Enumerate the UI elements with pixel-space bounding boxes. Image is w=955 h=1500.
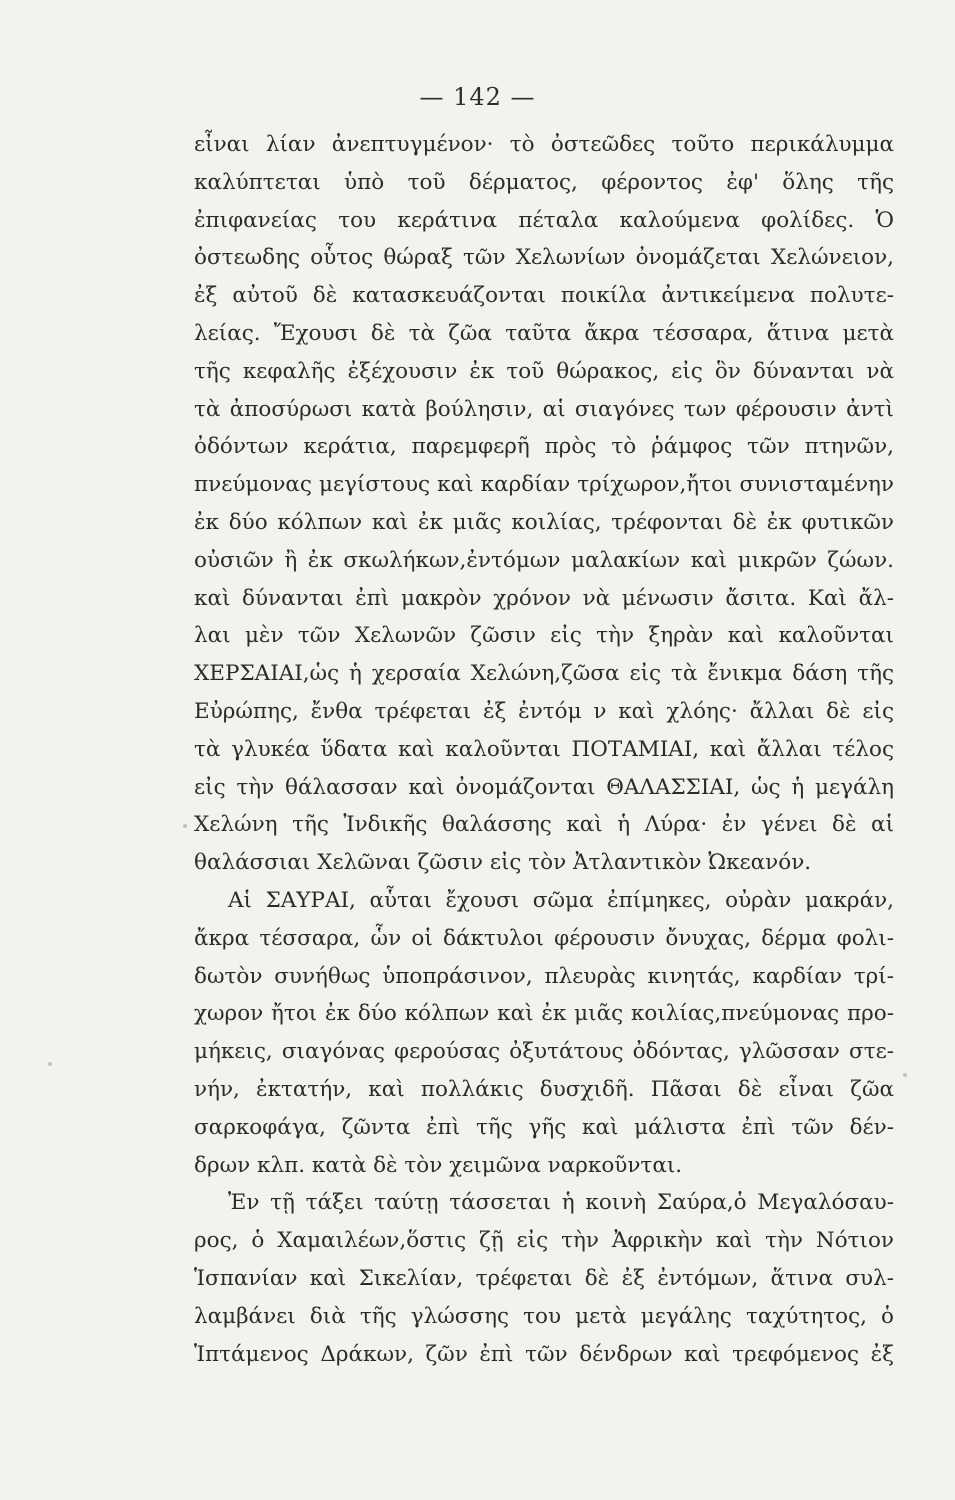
text-line: ἐξ αὐτοῦ δὲ κατασκευάζονται ποικίλα ἀντικείμενα πολυτε- [194, 283, 894, 309]
text-line: ὀδόντων κεράτια, παρεμφερῆ πρὸς τὸ ῥάμφος τῶν πτηνῶν, [194, 434, 894, 460]
text-line: εἶναι λίαν ἀνεπτυγμένον· τὸ ὀστεῶδες τοῦτο περικάλυμμα [194, 132, 894, 157]
text-line: Ἱπτάμενος Δράκων, ζῶν ἐπὶ τῶν δένδρων καὶ τρεφόμενος ἐξ [194, 1341, 894, 1367]
text-line: σαρκοφάγα, ζῶντα ἐπὶ τῆς γῆς καὶ μάλιστα ἐπὶ τῶν δέν- [194, 1114, 894, 1140]
text-line: λαι μὲν τῶν Χελωνῶν ζῶσιν εἰς τὴν ξηρὰν καὶ καλοῦνται [194, 623, 894, 649]
text-line: ἐπιφανείας του κεράτινα πέταλα καλούμενα φολίδες. Ὁ [194, 207, 894, 233]
text-line: μήκεις, σιαγόνας φερούσας ὀξυτάτους ὀδόντας, γλῶσσαν στε- [194, 1039, 894, 1065]
text-line: δρων κλπ. κατὰ δὲ τὸν χειμῶνα ναρκοῦνται. [194, 1152, 683, 1178]
text-line: ἄκρα τέσσαρα, ὧν οἱ δάκτυλοι φέρουσιν ὄνυχας, δέρμα φολι- [194, 925, 894, 951]
text-line: νήν, ἐκτατήν, καὶ πολλάκις δυσχιδῆ. Πᾶσαι δὲ εἶναι ζῶα [194, 1076, 894, 1102]
text-line: χωρον ἤτοι ἐκ δύο κόλπων καὶ ἐκ μιᾶς κοιλίας,πνεύμονας προ- [194, 1001, 894, 1027]
text-line: Χελώνη τῆς Ἰνδικῆς θαλάσσης καὶ ἡ Λύρα· ἐν γένει δὲ αἱ [194, 812, 894, 838]
paper-speck [903, 1073, 907, 1077]
text-line: τῆς κεφαλῆς ἐξέχουσιν ἐκ τοῦ θώρακος, εἰς ὃν δύνανται νὰ [194, 358, 894, 384]
text-line: καὶ δύνανται ἐπὶ μακρὸν χρόνον νὰ μένωσιν ἄσιτα. Καὶ ἄλ- [194, 585, 894, 611]
text-line: ΧΕΡΣΑΙΑΙ,ὡς ἡ χερσαία Χελώνη,ζῶσα εἰς τὰ ἔνικμα δάση τῆς [194, 661, 894, 687]
text-line: εἰς τὴν θάλασσαν καὶ ὀνομάζονται ΘΑΛΑΣΣΙΑΙ, ὡς ἡ μεγάλη [194, 774, 894, 800]
text-line: δωτὸν συνήθως ὑποπράσινον, πλευρὰς κινητάς, καρδίαν τρί- [194, 963, 894, 989]
text-line: πνεύμονας μεγίστους καὶ καρδίαν τρίχωρον,ἤτοι συνισταμένην [194, 472, 894, 498]
body-text [194, 126, 894, 1373]
text-line: Ἱσπανίαν καὶ Σικελίαν, τρέφεται δὲ ἐξ ἐντόμων, ἅτινα συλ- [194, 1265, 894, 1291]
text-line: καλύπτεται ὑπὸ τοῦ δέρματος, φέροντος ἐφ' ὅλης τῆς [194, 169, 894, 195]
text-line: λείας. Ἔχουσι δὲ τὰ ζῶα ταῦτα ἄκρα τέσσαρα, ἅτινα μετὰ [194, 320, 894, 346]
text-line: ἐκ δύο κόλπων καὶ ἐκ μιᾶς κοιλίας, τρέφονται δὲ ἐκ φυτικῶν [194, 509, 894, 535]
text-line: Ἐν τῇ τάξει ταύτῃ τάσσεται ἡ κοινὴ Σαύρα,ὁ Μεγαλόσαυ- [228, 1190, 894, 1216]
text-line: θαλάσσιαι Χελῶναι ζῶσιν εἰς τὸν Ἀτλαντικὸν Ὠκεανόν. [194, 850, 812, 876]
paper-speck [48, 1062, 52, 1066]
paper-speck [183, 824, 187, 828]
text-line: λαμβάνει διὰ τῆς γλώσσης του μετὰ μεγάλης ταχύτητος, ὁ [194, 1303, 894, 1329]
text-line: ρος, ὁ Χαμαιλέων,ὅστις ζῇ εἰς τὴν Ἀφρικὴν καὶ τὴν Νότιον [194, 1228, 894, 1254]
text-line: οὐσιῶν ἢ ἐκ σκωλήκων,ἐντόμων μαλακίων καὶ μικρῶν ζώων. [194, 547, 894, 573]
text-line: Εὐρώπης, ἔνθα τρέφεται ἐξ ἐντόμ ν καὶ χλόης· ἄλλαι δὲ εἰς [194, 698, 894, 724]
text-line: τὰ ἀποσύρωσι κατὰ βούλησιν, αἱ σιαγόνες των φέρουσιν ἀντὶ [194, 396, 894, 422]
text-line: ὀστεωδης οὗτος θώραξ τῶν Χελωνίων ὀνομάζεται Χελώνειον, [194, 245, 894, 271]
text-line: τὰ γλυκέα ὕδατα καὶ καλοῦνται ΠΟΤΑΜΙΑΙ, καὶ ἄλλαι τέλος [194, 736, 894, 762]
page-number: — 142 — [419, 83, 536, 111]
text-line: Αἱ ΣΑΥΡΑΙ, αὗται ἔχουσι σῶμα ἐπίμηκες, οὐρὰν μακράν, [228, 887, 894, 913]
